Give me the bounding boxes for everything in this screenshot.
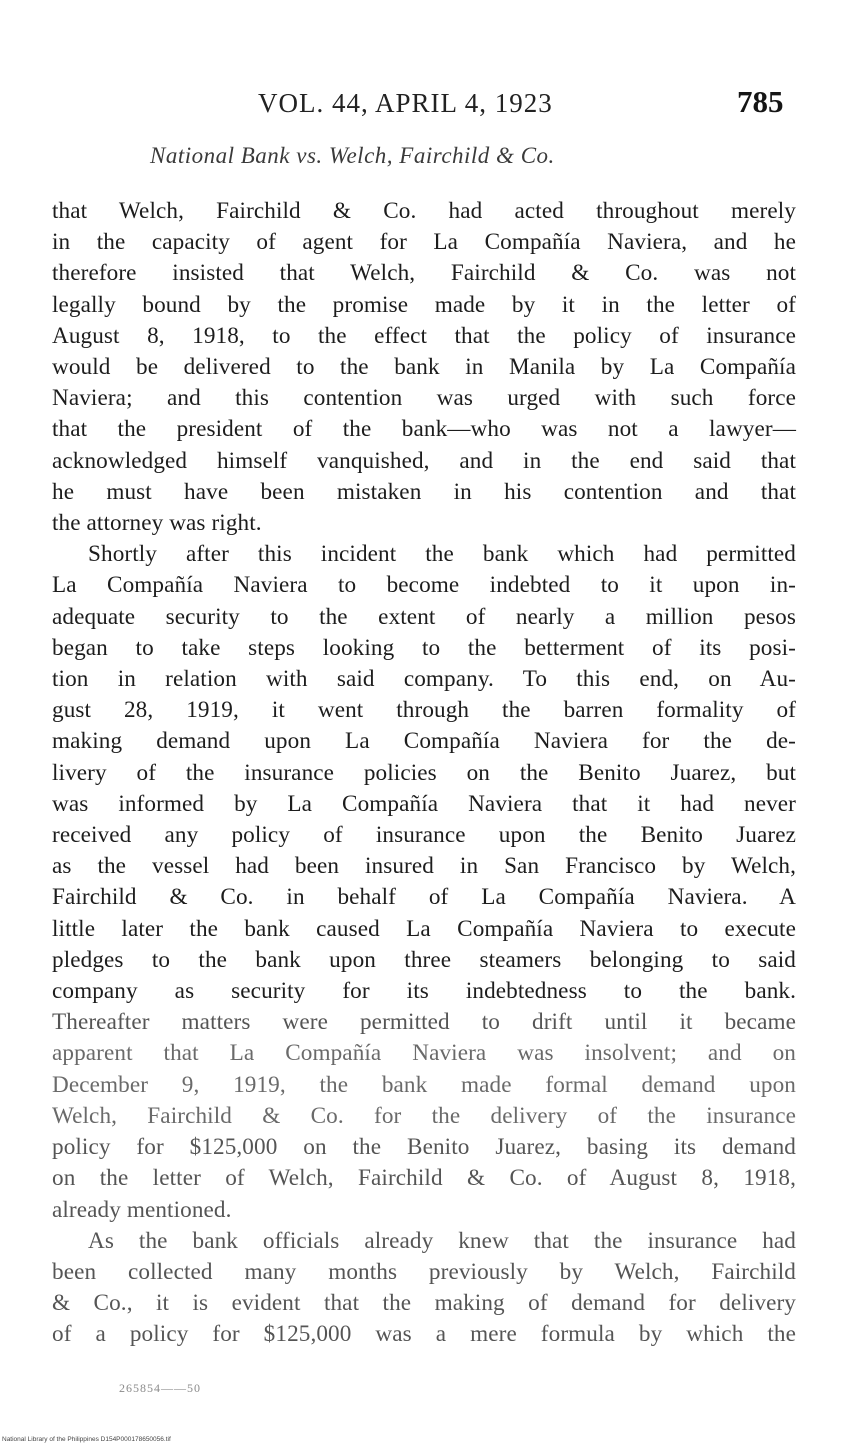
- text-line: the attorney was right.: [52, 510, 262, 537]
- text-line: received any policy of insurance upon the Benito Juarez: [52, 822, 796, 849]
- text-line: Thereafter matters were permitted to drift until it became: [52, 1009, 796, 1036]
- body-text: [52, 196, 796, 1351]
- text-line: little later the bank caused La Compañía Naviera to execute: [52, 915, 796, 942]
- text-line: that Welch, Fairchild & Co. had acted throughout merely: [52, 198, 796, 224]
- text-line: as the vessel had been insured in San Francisco by Welch,: [52, 853, 796, 880]
- text-line: acknowledged himself vanquished, and in the end said that: [52, 447, 796, 474]
- text-line: been collected many months previously by Welch, Fairchild: [52, 1258, 796, 1285]
- text-line: of a policy for $125,000 was a mere formula by which the: [52, 1321, 796, 1348]
- text-line: policy for $125,000 on the Benito Juarez, basing its demand: [52, 1134, 796, 1161]
- text-line: on the letter of Welch, Fairchild & Co. of August 8, 1918,: [52, 1165, 796, 1192]
- text-line: As the bank officials already knew that the insurance had: [88, 1227, 796, 1254]
- text-line: La Compañía Naviera to become indebted to it upon in-: [52, 572, 796, 599]
- text-line: pledges to the bank upon three steamers belonging to said: [52, 946, 796, 973]
- text-line: he must have been mistaken in his contention and that: [52, 478, 796, 505]
- paragraph-2: [52, 539, 796, 1225]
- page-number: 785: [737, 84, 784, 119]
- text-line: tion in relation with said company. To this end, on Au-: [52, 666, 796, 693]
- text-line: began to take steps looking to the betterment of its posi-: [52, 634, 796, 661]
- text-line: Shortly after this incident the bank which had permitted: [88, 541, 796, 568]
- text-line: apparent that La Compañía Naviera was insolvent; and on: [52, 1040, 796, 1067]
- text-line: that the president of the bank—who was not a lawyer—: [52, 416, 796, 443]
- text-line: & Co., it is evident that the making of demand for delivery: [52, 1290, 796, 1317]
- text-line: August 8, 1918, to the effect that the policy of insurance: [52, 322, 796, 349]
- text-line: Fairchild & Co. in behalf of La Compañía Naviera. A: [52, 884, 796, 911]
- digitization-note: National Library of the Philippines D154P000178650056.tif: [2, 1436, 171, 1443]
- text-line: company as security for its indebtedness to the bank.: [52, 978, 796, 1005]
- paragraph-3: [52, 1226, 796, 1351]
- text-line: Naviera; and this contention was urged with such force: [52, 385, 796, 412]
- text-line: making demand upon La Compañía Naviera for the de-: [52, 728, 796, 755]
- text-line: therefore insisted that Welch, Fairchild & Co. was not: [52, 260, 796, 287]
- page-header-volume-date: VOL. 44, APRIL 4, 1923: [258, 88, 553, 118]
- paragraph-1: [52, 196, 796, 539]
- text-line: livery of the insurance policies on the Benito Juarez, but: [52, 759, 796, 786]
- text-line: would be delivered to the bank in Manila by La Compañía: [52, 354, 796, 381]
- text-line: December 9, 1919, the bank made formal demand upon: [52, 1071, 796, 1098]
- text-line: in the capacity of agent for La Compañía Naviera, and he: [52, 229, 796, 256]
- text-line: gust 28, 1919, it went through the barren formality of: [52, 697, 796, 724]
- text-line: legally bound by the promise made by it in the letter of: [52, 291, 796, 318]
- text-line: Welch, Fairchild & Co. for the delivery of the insurance: [52, 1102, 796, 1129]
- text-line: already mentioned.: [52, 1196, 232, 1223]
- running-head: National Bank vs. Welch, Fairchild & Co.: [150, 143, 555, 168]
- text-line: was informed by La Compañía Naviera that it had never: [52, 790, 796, 817]
- text-line: adequate security to the extent of nearly a million pesos: [52, 603, 796, 630]
- footer-print-code: 265854——50: [119, 1381, 201, 1395]
